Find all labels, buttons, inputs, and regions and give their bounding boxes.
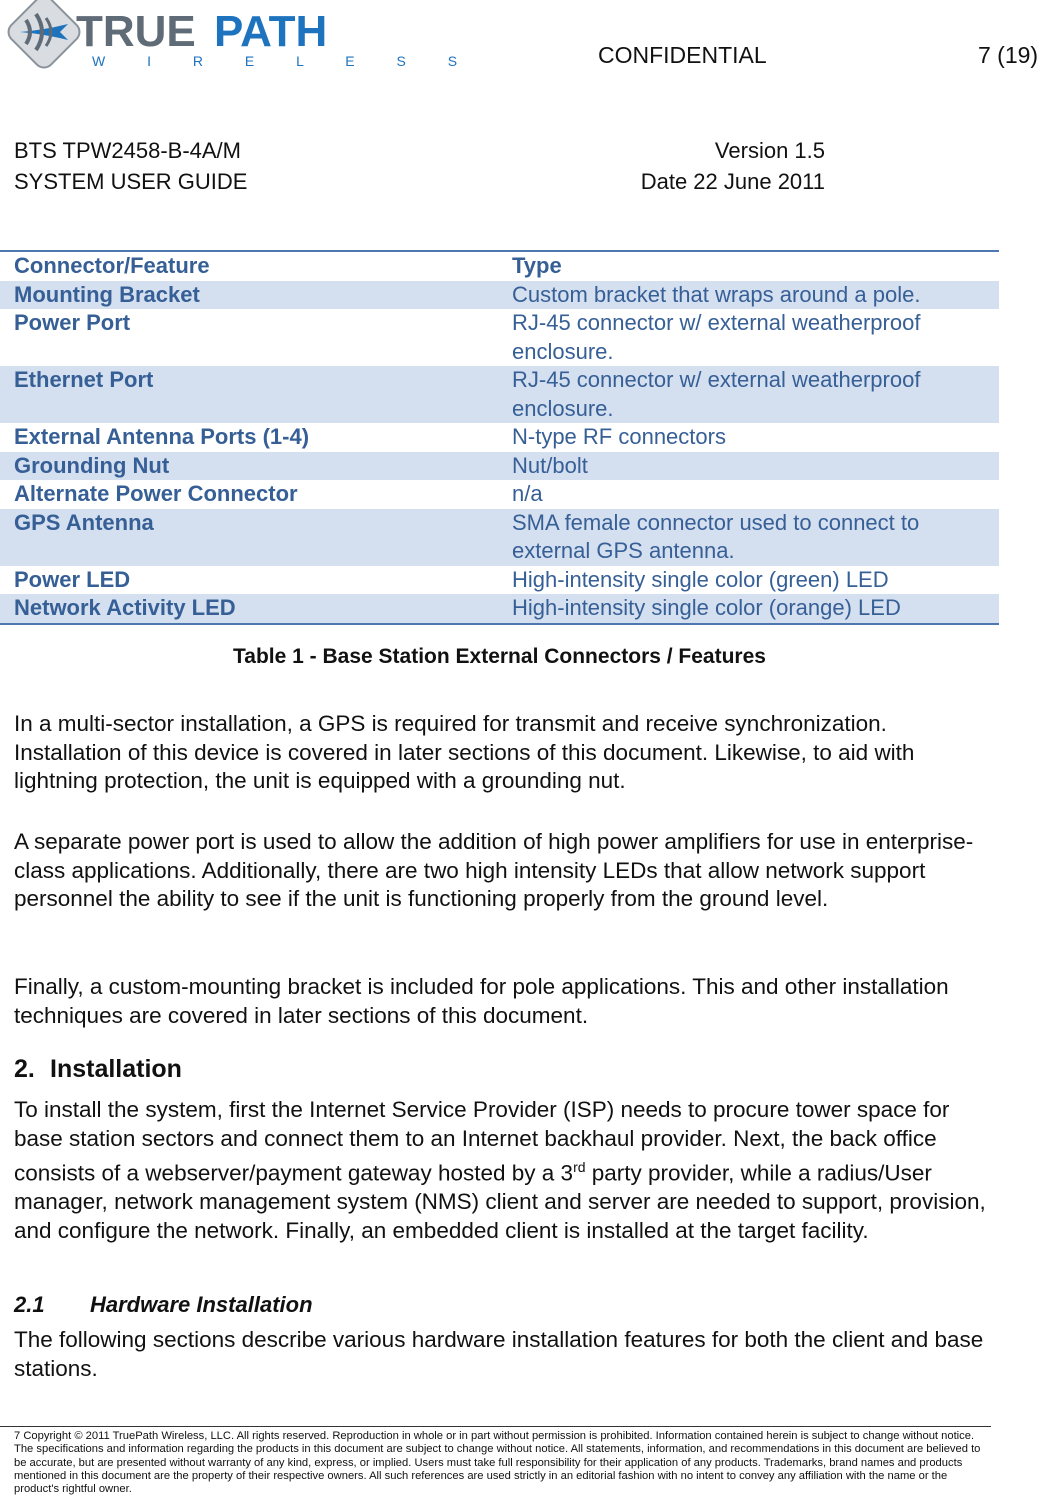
feature-cell: Alternate Power Connector — [14, 481, 298, 506]
header-type: Type — [512, 253, 562, 278]
logo-wireless-text: W I R E L E S S — [92, 53, 477, 69]
logo-path-text: PATH — [214, 7, 328, 56]
doc-guide: SYSTEM USER GUIDE — [14, 169, 248, 194]
doc-date: Date 22 June 2011 — [640, 169, 825, 194]
table-row — [0, 566, 999, 595]
type-cell: SMA female connector used to connect to external GPS antenna. — [512, 509, 920, 563]
subsection-title: Hardware Installation — [90, 1292, 313, 1317]
doc-version-block — [641, 135, 825, 197]
feature-cell: External Antenna Ports (1-4) — [14, 424, 310, 449]
type-cell: Nut/bolt — [512, 452, 588, 478]
table-header-row — [0, 252, 999, 281]
truepath-logo — [10, 0, 477, 76]
feature-cell: GPS Antenna — [14, 509, 154, 535]
feature-cell: Grounding Nut — [14, 452, 170, 478]
doc-id: BTS TPW2458-B-4A/M — [14, 138, 241, 163]
doc-id-block — [14, 135, 247, 197]
superscript-rd: rd — [573, 1159, 586, 1175]
feature-cell: Power LED — [14, 566, 131, 592]
type-cell: High-intensity single color (green) LED — [512, 566, 889, 592]
type-cell: N-type RF connectors — [512, 424, 726, 449]
body-paragraph-1: In a multi-sector installation, a GPS is required for transmit and receive synchronization. Installation of this device is covered in later sections of this document. Likewise, to aid with lightning protection, the unit is equipped with a grounding nut. — [14, 711, 915, 793]
section-title: Installation — [50, 1055, 182, 1083]
installation-paragraph — [14, 1096, 999, 1245]
type-cell: RJ-45 connector w/ external weatherproof enclosure. — [512, 367, 921, 421]
footer-copyright: 7 Copyright © 2011 TruePath Wireless, LLC. All rights reserved. Reproduction in whole or in part without permission is prohibited. Information contained herein is subject to change without notice. The specifications and information regarding the products in this document are subject to change without notice. All statements, information, and recommendations in this document are believed to be accurate, but are presented without warranty of any kind, express, or implied. Users must take full responsibility for their application of any products. Trademarks, brand names and products mentioned in this document are the property of their respective owners. All such references are used strictly in an editorial fashion with no intent to convey any affiliation with the name or the product's rightful owner. — [14, 1430, 981, 1496]
footer-divider — [0, 1426, 991, 1427]
feature-cell: Power Port — [14, 310, 131, 335]
type-cell: High-intensity single color (orange) LED — [512, 595, 901, 620]
page-number: 7 (19) — [978, 42, 1039, 68]
table-caption: Table 1 - Base Station External Connectors / Features — [233, 645, 766, 668]
subsection-number: 2.1 — [14, 1292, 45, 1317]
table-row — [0, 480, 999, 509]
subsection-heading-hardware — [14, 1292, 313, 1318]
confidential-label: CONFIDENTIAL — [598, 42, 767, 68]
body-paragraph-3: Finally, a custom-mounting bracket is included for pole applications. This and other installation techniques are covered in later sections of this document. — [14, 974, 949, 1028]
section-number: 2. — [14, 1055, 35, 1083]
logo-mark-icon — [4, 0, 83, 72]
feature-cell: Ethernet Port — [14, 367, 154, 392]
feature-cell: Network Activity LED — [14, 595, 236, 620]
section-heading-installation — [14, 1055, 182, 1084]
doc-version: Version 1.5 — [714, 138, 825, 163]
table-row — [0, 309, 999, 366]
table-row — [0, 452, 999, 481]
body-paragraph-2: A separate power port is used to allow the addition of high power amplifiers for use in enterprise-class applications. Additionally, there are two high intensity LEDs that allow network support personnel the ability to see if the unit is functioning properly from the ground level. — [14, 829, 974, 911]
installation-text-2: party provider, while a radius/User manager, network management system (NMS) client and server are needed to support, provision, and configure the network. Finally, an embedded client is installed at the target facility. — [14, 1160, 986, 1243]
logo-true-text: TRUE — [76, 7, 196, 56]
table-row — [0, 281, 999, 310]
table-row — [0, 423, 999, 452]
table-row — [0, 594, 999, 623]
hardware-paragraph: The following sections describe various hardware installation features for both the client and base stations. — [14, 1327, 984, 1381]
header-feature: Connector/Feature — [14, 253, 210, 278]
type-cell: RJ-45 connector w/ external weatherproof enclosure. — [512, 310, 921, 364]
feature-cell: Mounting Bracket — [14, 281, 200, 307]
connectors-table — [0, 250, 999, 625]
type-cell: n/a — [512, 481, 543, 506]
table-row — [0, 366, 999, 423]
table-row — [0, 509, 999, 566]
type-cell: Custom bracket that wraps around a pole. — [512, 281, 921, 307]
installation-text-1: To install the system, first the Internet Service Provider (ISP) needs to procure tower space for base station sectors and connect them to an Internet backhaul provider. Next, the back office consists of a webserver/payment gateway hosted by a 3 — [14, 1097, 950, 1186]
